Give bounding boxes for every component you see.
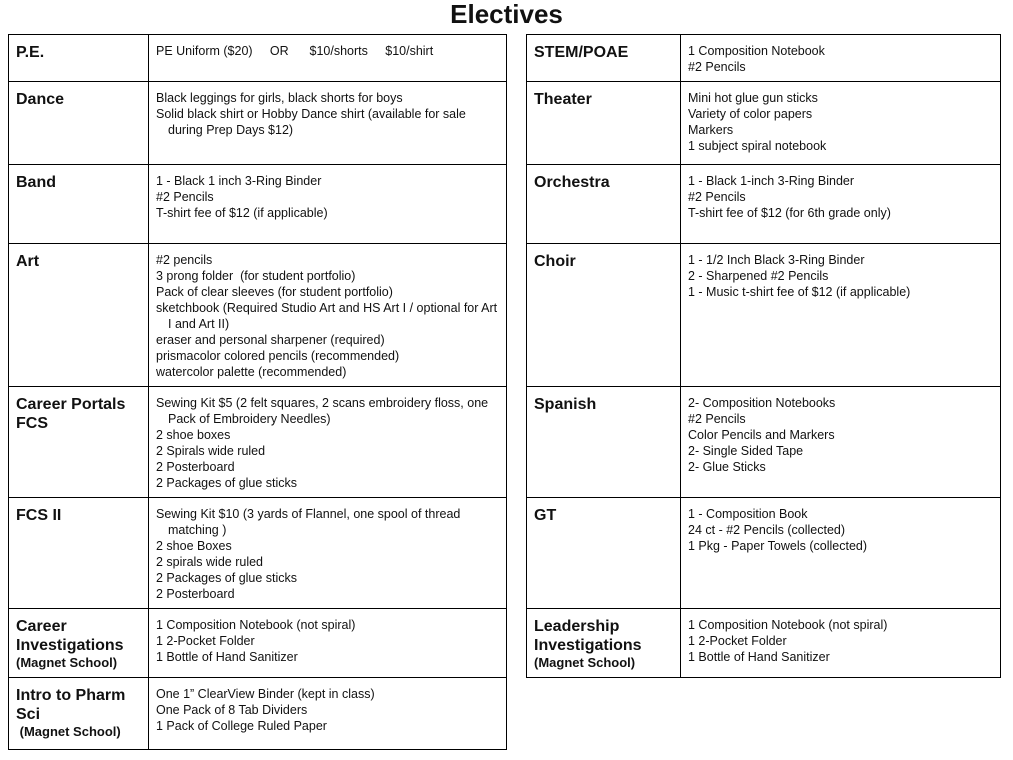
supplies-cell — [681, 498, 1001, 609]
supply-item: 2 Posterboard — [156, 460, 235, 474]
subject-name: P.E. — [16, 44, 45, 61]
subject-name: Career Portals FCS — [16, 396, 126, 432]
supply-item: 2 spirals wide ruled — [156, 555, 263, 569]
supply-item: Variety of color papers — [688, 107, 813, 121]
subject-note: (Magnet School) — [534, 655, 636, 670]
subject-cell — [9, 82, 149, 165]
supplies-cell — [149, 498, 507, 609]
supply-item: 1 - Composition Book — [688, 507, 808, 521]
supplies-cell — [681, 609, 1001, 678]
supply-item: Sewing Kit $5 (2 felt squares, 2 scans embroidery floss, one Pack of Embroidery Needles) — [156, 396, 492, 426]
subject-cell — [527, 244, 681, 387]
supply-item: 1 - Black 1 inch 3-Ring Binder — [156, 174, 322, 188]
elective-row-career-investigations — [9, 609, 507, 678]
supply-item: 2 Packages of glue sticks — [156, 571, 298, 585]
subject-name: FCS II — [16, 507, 62, 524]
page-title: Electives — [450, 0, 563, 29]
elective-row-spanish — [527, 387, 1001, 498]
supply-item: 1 Pkg - Paper Towels (collected) — [688, 539, 868, 553]
supply-item: 1 Composition Notebook (not spiral) — [156, 618, 356, 632]
elective-row-leadership-investigations — [527, 609, 1001, 678]
subject-name: Orchestra — [534, 174, 610, 191]
elective-row-fcs-ii — [9, 498, 507, 609]
elective-row-career-portals — [9, 387, 507, 498]
elective-row-choir — [527, 244, 1001, 387]
elective-row-stem-poae — [527, 35, 1001, 82]
supplies-cell — [681, 35, 1001, 82]
supply-item: 2 shoe boxes — [156, 428, 231, 442]
supply-item: 1 - Music t-shirt fee of $12 (if applicable) — [688, 285, 911, 299]
supply-item: 1 - 1/2 Inch Black 3-Ring Binder — [688, 253, 865, 267]
supply-item: 1 2-Pocket Folder — [156, 634, 255, 648]
subject-cell — [527, 609, 681, 678]
subject-name: STEM/POAE — [534, 44, 629, 61]
supply-item: #2 Pencils — [156, 190, 214, 204]
supply-item: T-shirt fee of $12 (for 6th grade only) — [688, 206, 891, 220]
supply-item: 2 Spirals wide ruled — [156, 444, 266, 458]
subject-name: Intro to Pharm Sci — [16, 687, 126, 723]
supply-item: 1 subject spiral notebook — [688, 139, 827, 153]
subject-name: Band — [16, 174, 56, 191]
supply-item: 2 shoe Boxes — [156, 539, 232, 553]
supplies-cell — [681, 165, 1001, 244]
electives-table-right — [526, 34, 1001, 678]
subject-cell — [9, 35, 149, 82]
supply-item: Markers — [688, 123, 734, 137]
supplies-cell — [149, 165, 507, 244]
supply-item: Solid black shirt or Hobby Dance shirt (available for sale during Prep Days $12) — [156, 107, 470, 137]
supplies-cell — [149, 244, 507, 387]
supply-item: 2- Glue Sticks — [688, 460, 766, 474]
supplies-cell — [149, 387, 507, 498]
subject-cell — [527, 82, 681, 165]
supplies-cell — [149, 35, 507, 82]
subject-name: Choir — [534, 253, 576, 270]
supply-item: watercolor palette (recommended) — [156, 365, 347, 379]
supply-item: 1 Pack of College Ruled Paper — [156, 719, 327, 733]
supply-item: T-shirt fee of $12 (if applicable) — [156, 206, 328, 220]
supply-item: 1 Bottle of Hand Sanitizer — [688, 650, 830, 664]
subject-cell — [527, 165, 681, 244]
subject-name: Career Investigations — [16, 618, 124, 654]
supply-item: #2 Pencils — [688, 412, 746, 426]
supplies-cell — [681, 244, 1001, 387]
supply-item: 1 2-Pocket Folder — [688, 634, 787, 648]
supply-item: #2 pencils — [156, 253, 213, 267]
subject-cell — [9, 244, 149, 387]
supply-item: 2 - Sharpened #2 Pencils — [688, 269, 829, 283]
subject-note: (Magnet School) — [16, 724, 121, 739]
elective-row-theater — [527, 82, 1001, 165]
subject-cell — [527, 35, 681, 82]
electives-table-left — [8, 34, 507, 750]
supply-item: 1 Composition Notebook — [688, 44, 825, 58]
subject-name: Leadership Investigations — [534, 618, 642, 654]
supply-item: 2 Packages of glue sticks — [156, 476, 298, 490]
supply-item: eraser and personal sharpener (required) — [156, 333, 385, 347]
subject-cell — [9, 498, 149, 609]
subject-name: Spanish — [534, 396, 597, 413]
elective-row-intro-pharm-sci — [9, 678, 507, 750]
supply-item: PE Uniform ($20) OR $10/shorts $10/shirt — [156, 44, 434, 58]
supplies-cell — [149, 82, 507, 165]
subject-note: (Magnet School) — [16, 655, 118, 670]
supplies-cell — [149, 609, 507, 678]
supplies-cell — [681, 82, 1001, 165]
supply-item: 3 prong folder (for student portfolio) — [156, 269, 356, 283]
elective-row-band — [9, 165, 507, 244]
supplies-cell — [149, 678, 507, 750]
elective-row-orchestra — [527, 165, 1001, 244]
supply-item: 1 Bottle of Hand Sanitizer — [156, 650, 298, 664]
elective-row-gt — [527, 498, 1001, 609]
subject-name: Art — [16, 253, 40, 270]
supply-item: #2 Pencils — [688, 60, 746, 74]
subject-name: Dance — [16, 91, 65, 108]
supply-item: Pack of clear sleeves (for student portfolio) — [156, 285, 393, 299]
subject-cell — [9, 609, 149, 678]
elective-row-dance — [9, 82, 507, 165]
supply-item: #2 Pencils — [688, 190, 746, 204]
supply-item: 1 Composition Notebook (not spiral) — [688, 618, 888, 632]
supply-item: 2- Single Sided Tape — [688, 444, 804, 458]
elective-row-pe — [9, 35, 507, 82]
subject-cell — [527, 498, 681, 609]
subject-name: Theater — [534, 91, 592, 108]
supply-item: One 1” ClearView Binder (kept in class) — [156, 687, 375, 701]
elective-row-art — [9, 244, 507, 387]
supply-item: Sewing Kit $10 (3 yards of Flannel, one spool of thread matching ) — [156, 507, 464, 537]
supply-item: Black leggings for girls, black shorts for boys — [156, 91, 403, 105]
supply-item: 2 Posterboard — [156, 587, 235, 601]
subject-cell — [527, 387, 681, 498]
supply-item: One Pack of 8 Tab Dividers — [156, 703, 308, 717]
supply-item: prismacolor colored pencils (recommended) — [156, 349, 400, 363]
supplies-cell — [681, 387, 1001, 498]
supply-item: Mini hot glue gun sticks — [688, 91, 818, 105]
subject-cell — [9, 165, 149, 244]
subject-cell — [9, 387, 149, 498]
supply-item: 1 - Black 1-inch 3-Ring Binder — [688, 174, 855, 188]
supply-item: Color Pencils and Markers — [688, 428, 835, 442]
subject-cell — [9, 678, 149, 750]
subject-name: GT — [534, 507, 557, 524]
supply-item: 24 ct - #2 Pencils (collected) — [688, 523, 846, 537]
supply-item: sketchbook (Required Studio Art and HS Art I / optional for Art I and Art II) — [156, 301, 501, 331]
supply-item: 2- Composition Notebooks — [688, 396, 836, 410]
